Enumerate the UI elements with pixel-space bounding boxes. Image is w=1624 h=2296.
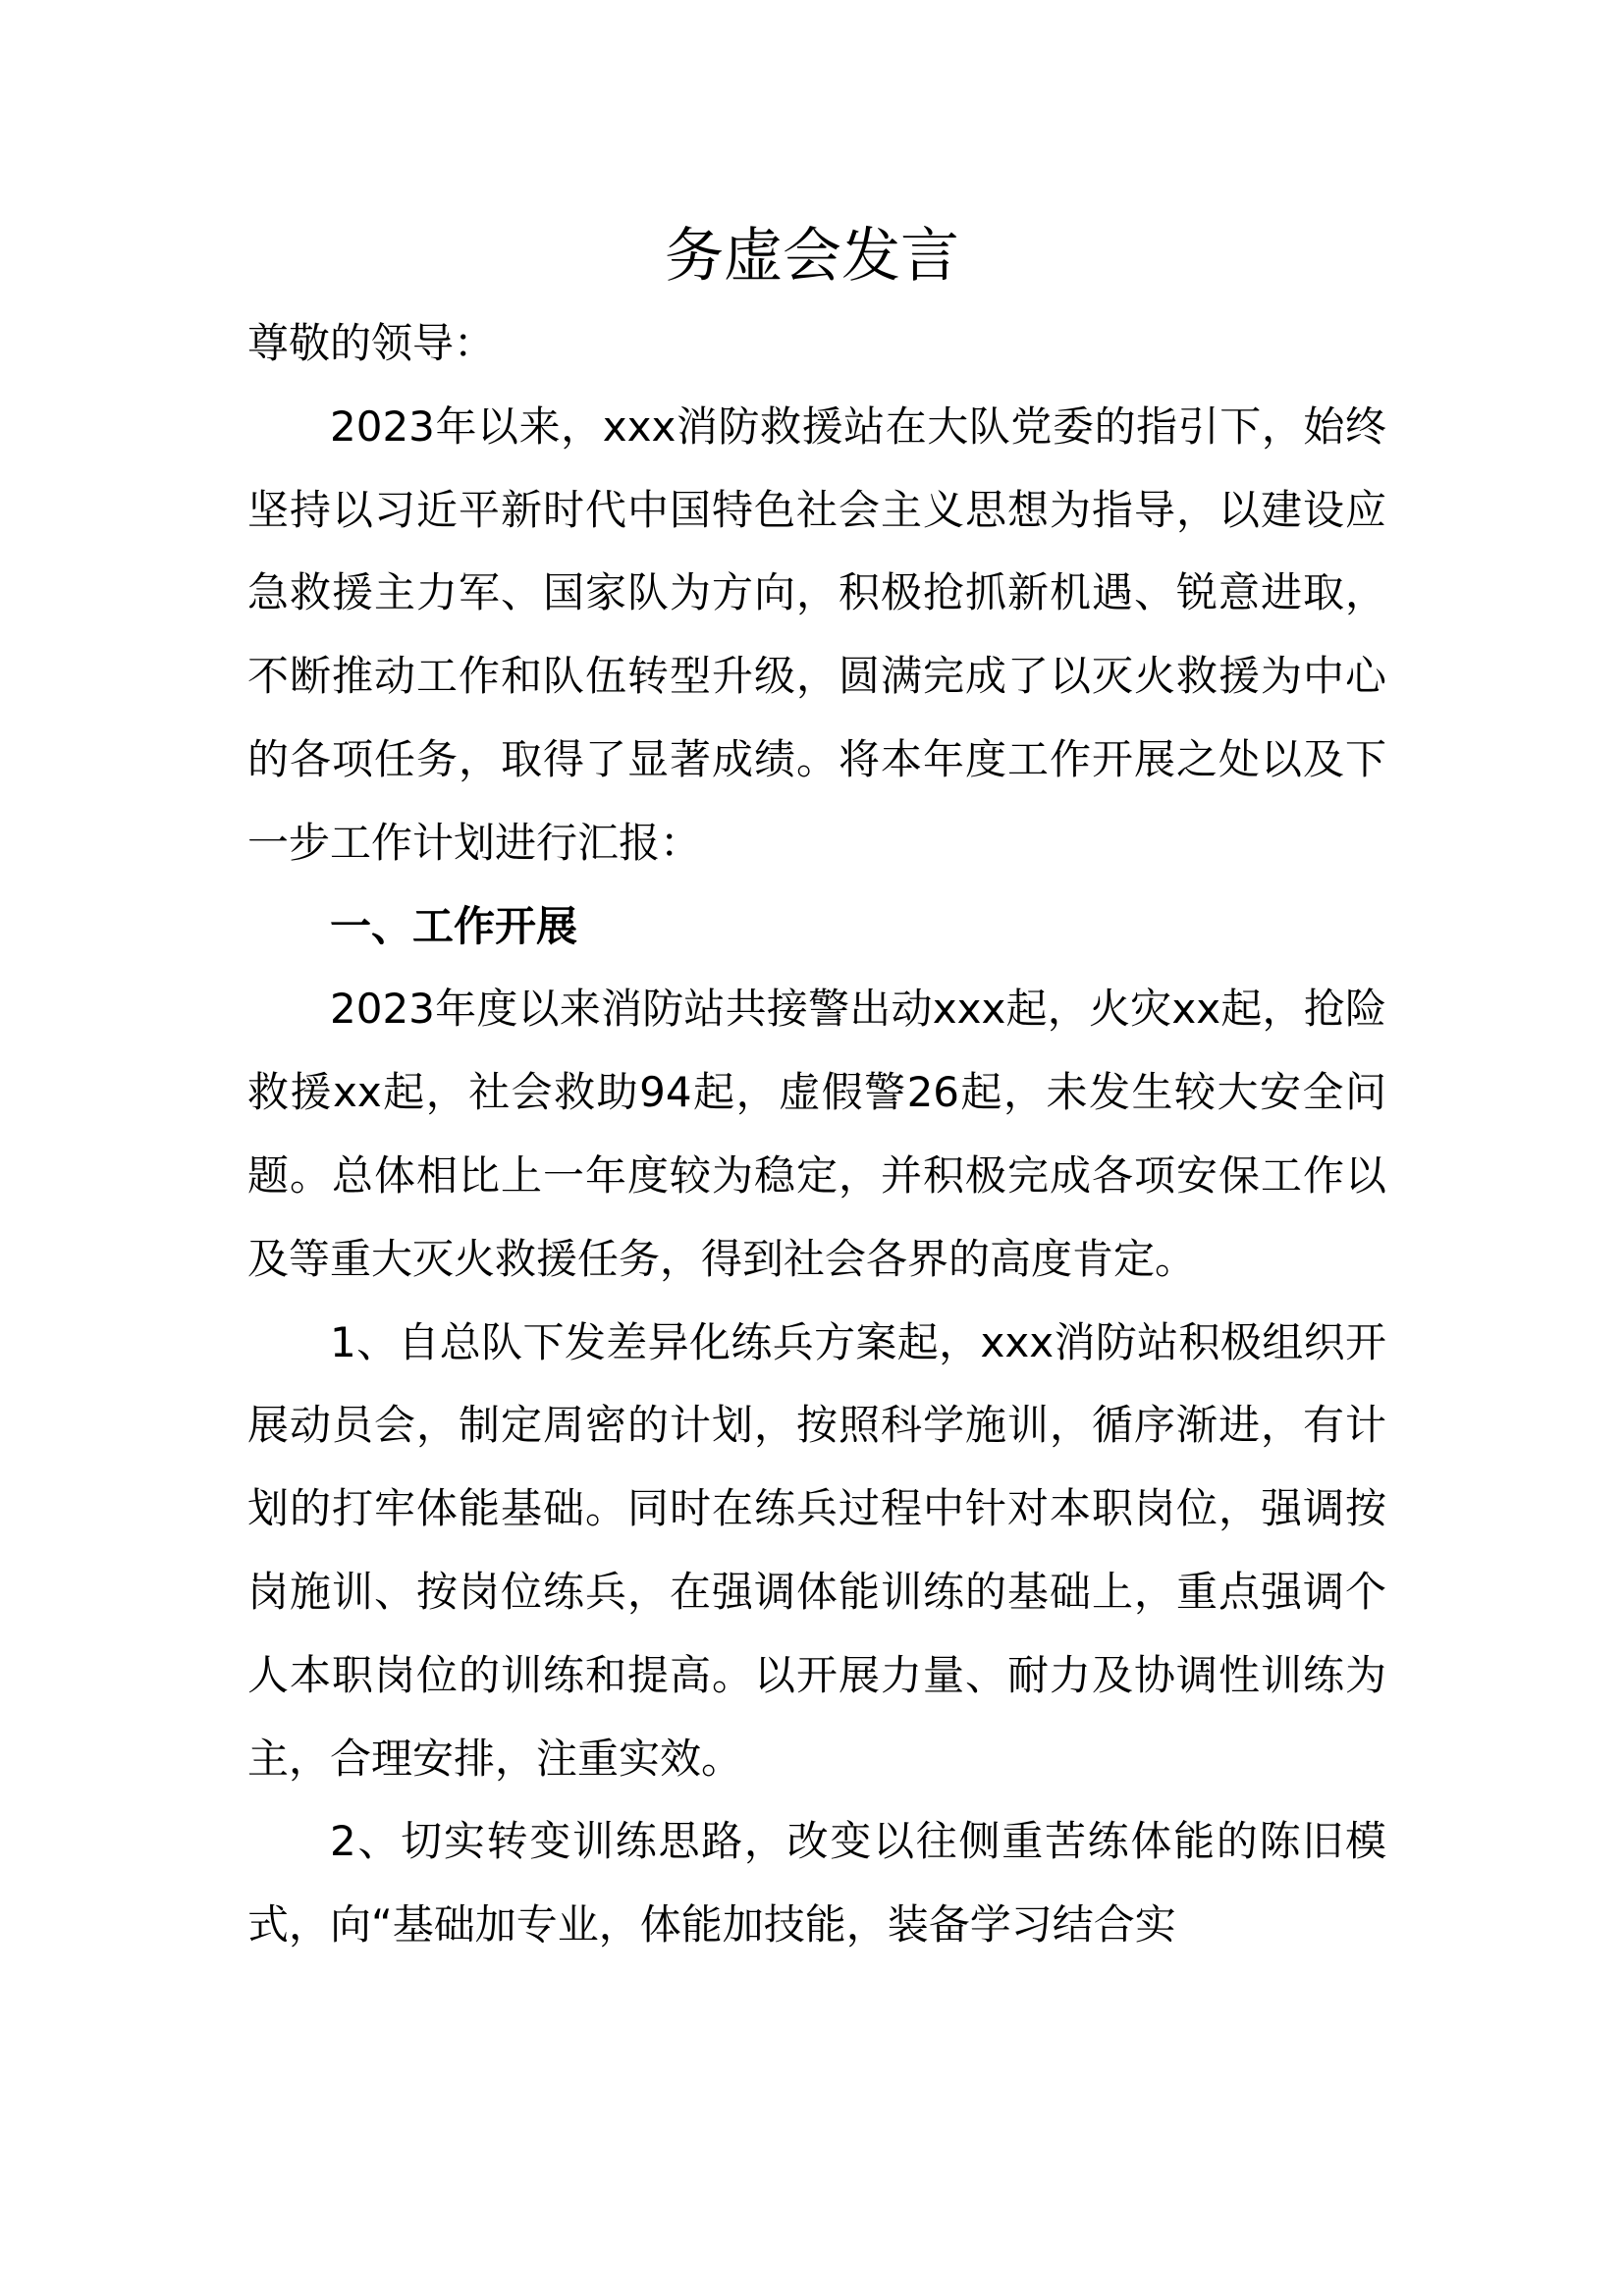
document-title: 务虚会发言 — [665, 222, 959, 291]
list-item-1: 1、自总队下发差异化练兵方案起，xxx消防站积极组织开展动员会，制定周密的计划，按照科学施训，循序渐进，有计划的打牢体能基础。同时在练兵过程中针对本职岗位，强调按岗施训、按岗位练兵，在强调体能训练的基础上，重点强调个人本职岗位的训练和提高。以开展力量、耐力及协调性训练为主，合理安排，注重实效。 — [247, 1317, 1386, 1783]
salutation: 尊敬的领导： — [247, 319, 496, 367]
work-summary-paragraph: 2023年度以来消防站共接警出动xxx起，火灾xx起，抢险救援xx起，社会救助94起，虚假警26起，未发生较大安全问题。总体相比上一年度较为稳定，并积极完成各项安保工作以及等重大灭火救援任务，得到社会各界的高度肯定。 — [247, 985, 1386, 1283]
section-heading-work: 一、工作开展 — [330, 901, 578, 950]
intro-paragraph: 2023年以来，xxx消防救援站在大队党委的指引下，始终坚持以习近平新时代中国特色社会主义思想为指导，以建设应急救援主力军、国家队为方向，积极抢抓新机遇、锐意进取，不断推动工作和队伍转型升级，圆满完成了以灭火救援为中心的各项任务，取得了显著成绩。将本年度工作开展之处以及下一步工作计划进行汇报： — [247, 401, 1386, 867]
list-item-2: 2、切实转变训练思路，改变以往侧重苦练体能的陈旧模式，向“基础加专业，体能加技能，装备学习结合实 — [247, 1817, 1386, 1949]
document-body — [247, 302, 1386, 1967]
